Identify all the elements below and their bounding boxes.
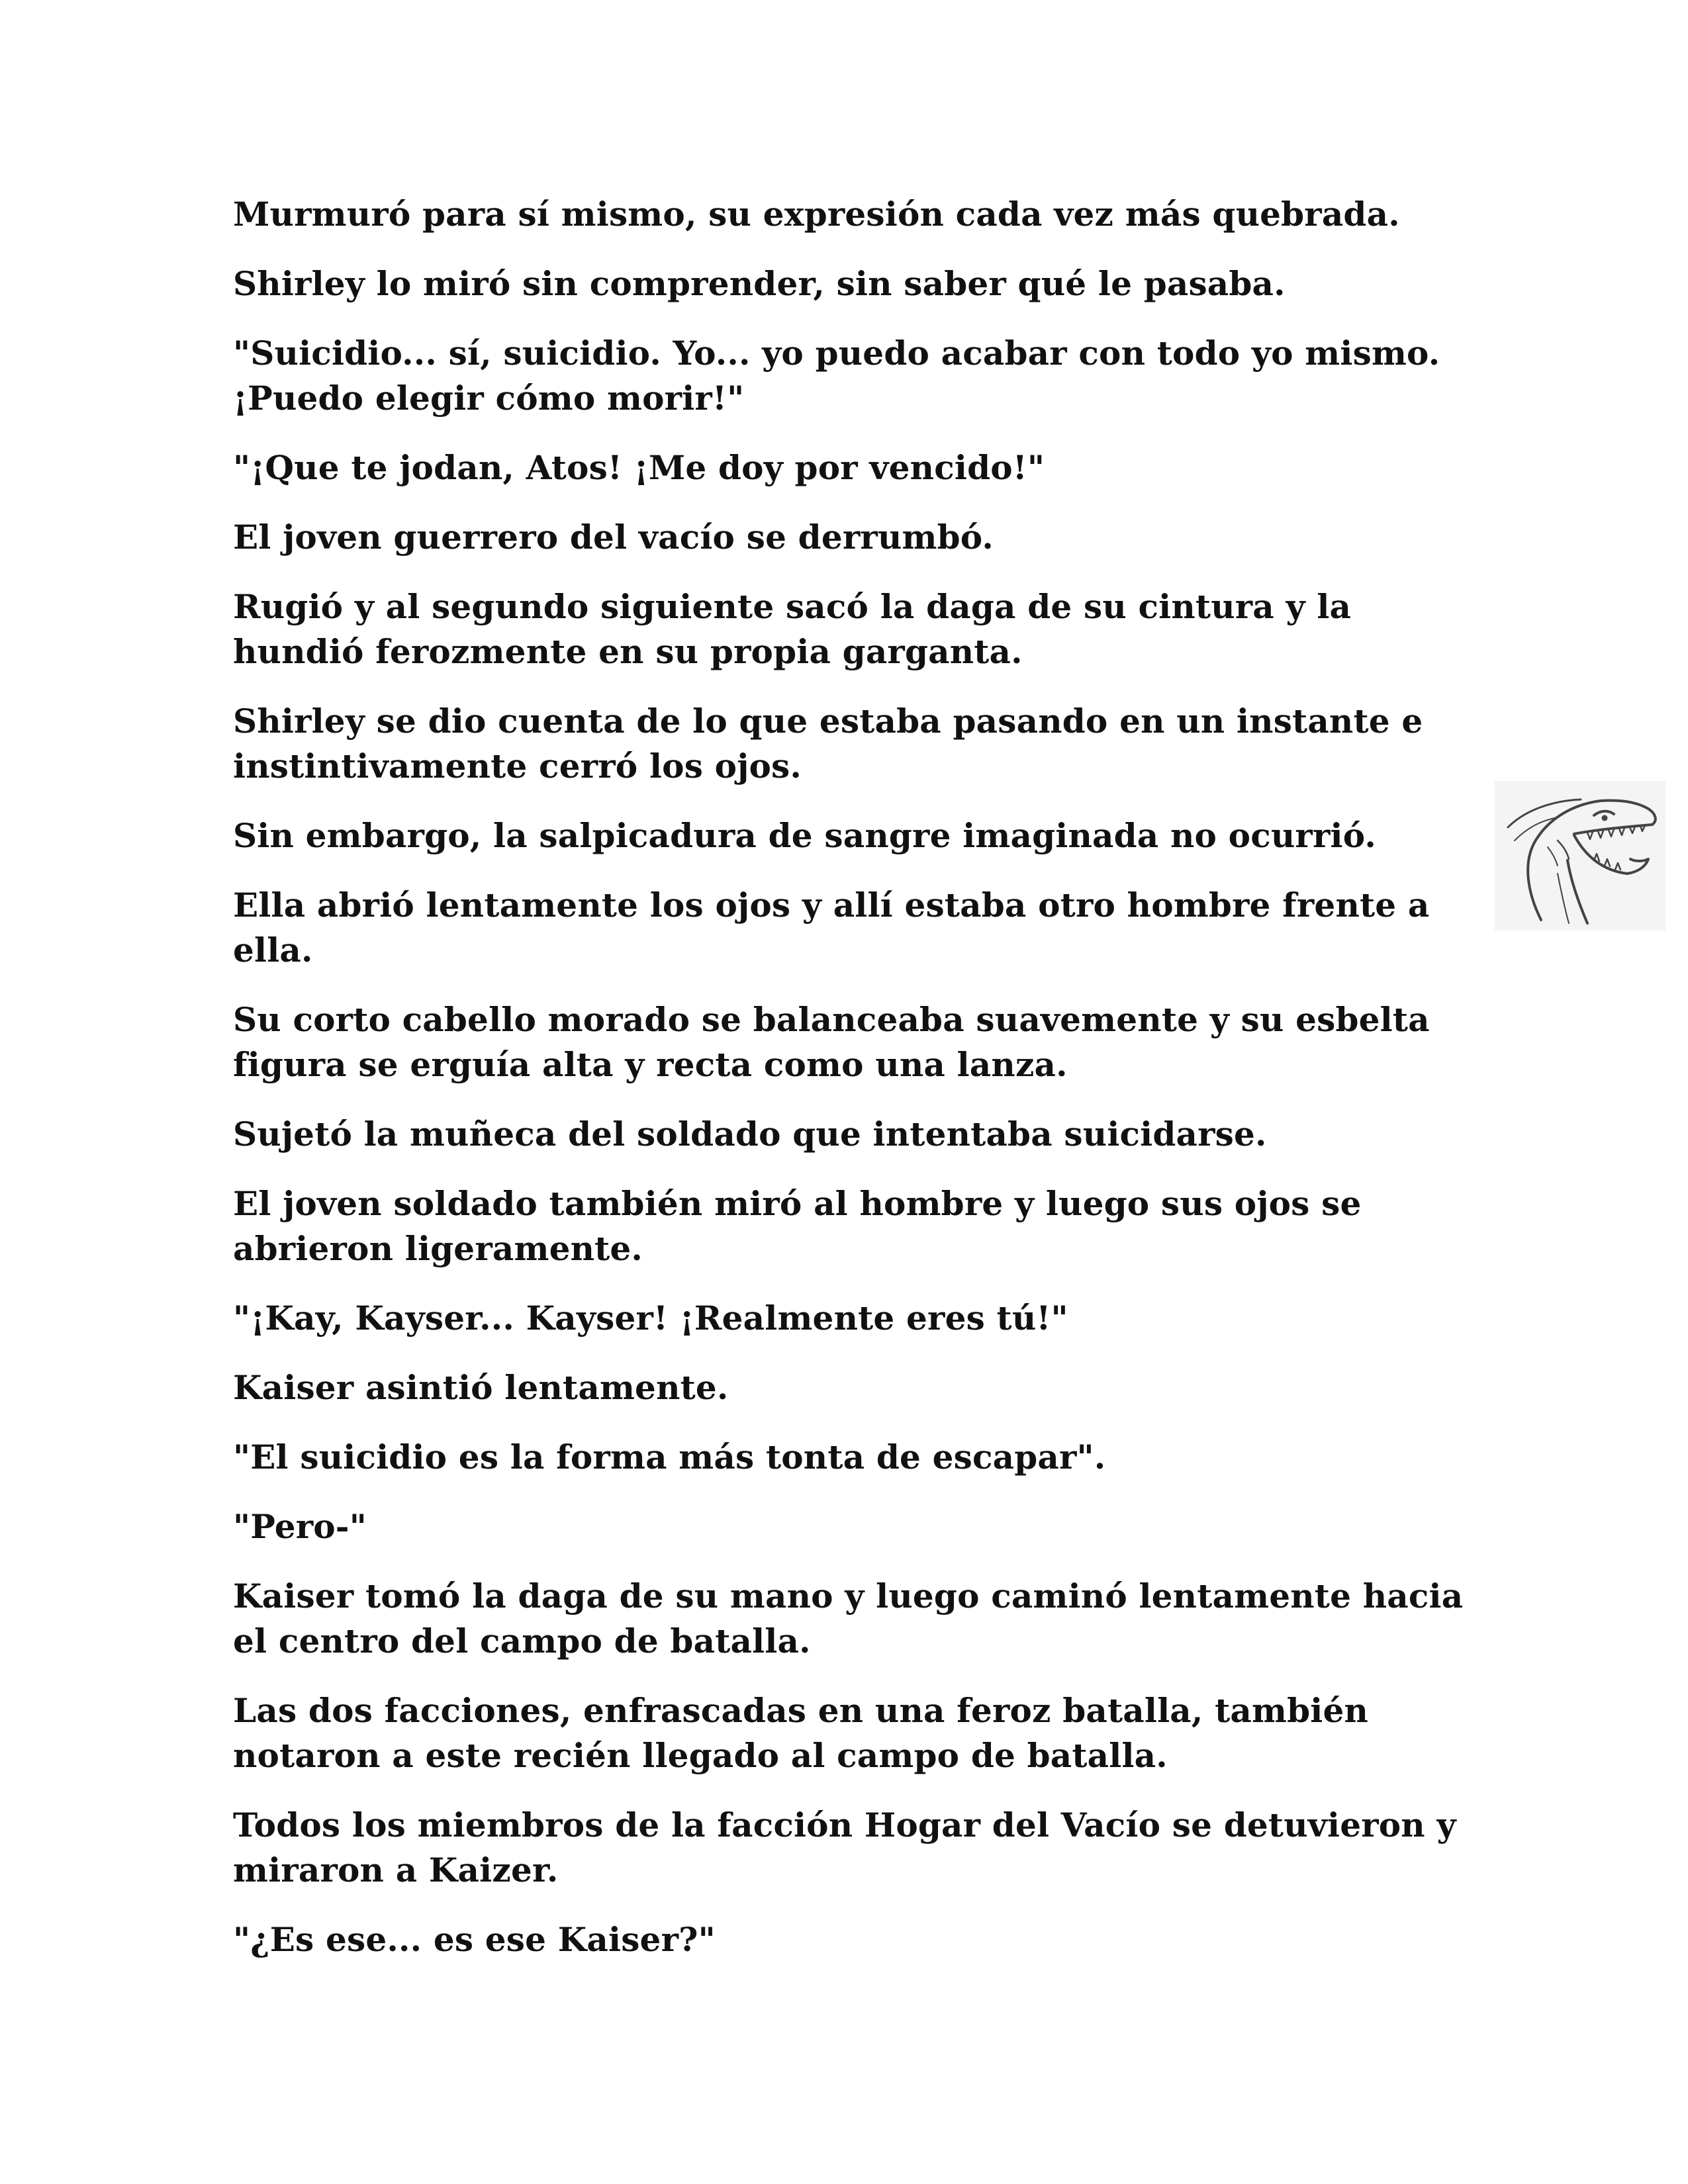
paragraph: Shirley lo miró sin comprender, sin saber qué le pasaba. (233, 264, 1286, 303)
story-text (233, 192, 1464, 1987)
paragraph: Murmuró para sí mismo, su expresión cada vez más quebrada. (233, 195, 1400, 234)
paragraph: Sin embargo, la salpicadura de sangre imaginada no ocurrió. (233, 816, 1376, 855)
paragraph: Su corto cabello morado se balanceaba suavemente y su esbelta figura se erguía alta y recta como una lanza. (233, 1000, 1430, 1084)
paragraph: "El suicidio es la forma más tonta de escapar". (233, 1437, 1106, 1477)
paragraph: Las dos facciones, enfrascadas en una feroz batalla, también notaron a este recién llegado al campo de batalla. (233, 1691, 1369, 1775)
dinosaur-head-icon (1495, 781, 1665, 931)
paragraph: "¿Es ese... es ese Kaiser?" (233, 1920, 716, 1959)
paragraph: "Suicidio... sí, suicidio. Yo... yo puedo acabar con todo yo mismo. ¡Puedo elegir cómo morir!" (233, 334, 1440, 418)
paragraph: "Pero-" (233, 1507, 367, 1546)
paragraph: El joven soldado también miró al hombre y luego sus ojos se abrieron ligeramente. (233, 1184, 1362, 1268)
paragraph: Ella abrió lentamente los ojos y allí estaba otro hombre frente a ella. (233, 886, 1430, 970)
paragraph: "¡Que te jodan, Atos! ¡Me doy por vencido!" (233, 448, 1045, 487)
paragraph: Sujetó la muñeca del soldado que intentaba suicidarse. (233, 1115, 1267, 1154)
paragraph: "¡Kay, Kayser... Kayser! ¡Realmente eres tú!" (233, 1298, 1068, 1338)
paragraph: Rugió y al segundo siguiente sacó la daga de su cintura y la hundió ferozmente en su propia garganta. (233, 587, 1352, 671)
paragraph: Shirley se dio cuenta de lo que estaba pasando en un instante e instintivamente cerró los ojos. (233, 702, 1423, 786)
paragraph: Todos los miembros de la facción Hogar del Vacío se detuvieron y miraron a Kaizer. (233, 1805, 1456, 1889)
paragraph: El joven guerrero del vacío se derrumbó. (233, 518, 994, 557)
paragraph: Kaiser tomó la daga de su mano y luego caminó lentamente hacia el centro del campo de batalla. (233, 1576, 1464, 1661)
paragraph: Kaiser asintió lentamente. (233, 1368, 729, 1407)
